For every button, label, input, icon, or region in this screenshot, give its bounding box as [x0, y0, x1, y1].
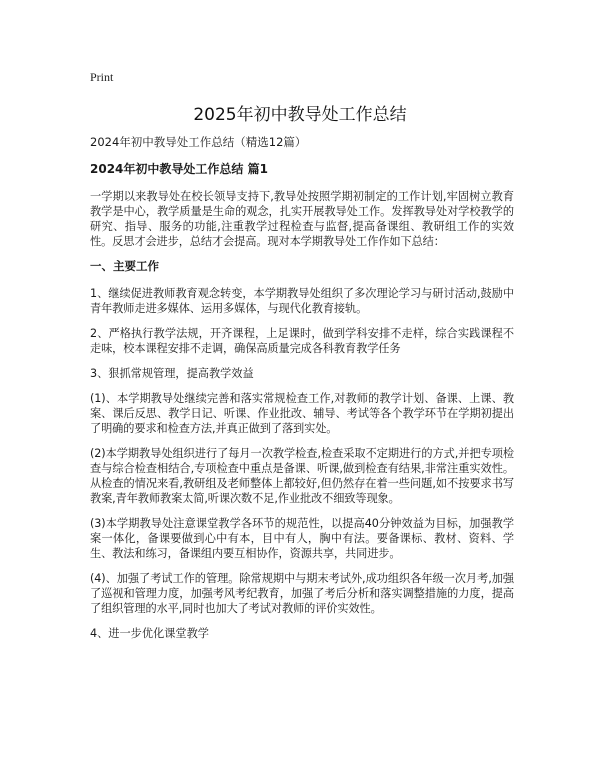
main-work-heading: 一、主要工作: [90, 259, 159, 273]
sub-item-2: (2)本学期教导处组织进行了每月一次教学检查,检查采取不定期进行的方式,并把专项检查与综合检查相结合,专项检查中重点是备课、听课,做到检查有结果,非常注重实效性。从检查的情况来看,教研组及老师整体上都较好,但仍然存在着一些问题,如不按要求书写教案,青年教师教案太简,听课次数不足,作业批改不细致等现象。: [90, 447, 514, 505]
document-title: 2025年初中教导处工作总结: [193, 105, 407, 125]
item-1: 1、继续促进教师教育观念转变，本学期教导处组织了多次理论学习与研讨活动,鼓励中青年教师走进多媒体、运用多媒体，与现代化教育接轨。: [90, 287, 514, 315]
section-title: 2024年初中教导处工作总结 篇1: [90, 162, 268, 176]
sub-item-4: (4)、加强了考试工作的管理。除常规期中与期末考试外,成功组织各年级一次月考,加强了巡视和管理力度，加强考风考纪教育，加强了考后分析和落实调整措施的力度，提高了组织管理的水平,同时也加大了考试对教师的评价实效性。: [90, 572, 514, 615]
document-body: [90, 135, 514, 651]
sub-item-3: (3)本学期教导处注意课堂教学各环节的规范性，以提高40分钟效益为目标，加强教学案一体化，备课要做到心中有本，目中有人，胸中有法。要备课标、教材、资料、学生、教法和练习，备课组内要互相协作，资源共享，共同进步。: [90, 517, 514, 560]
item-2: 2、严格执行教学法规，开齐课程，上足课时，做到学科安排不走样，综合实践课程不走味，校本课程安排不走调，确保高质量完成各科教育教学任务: [90, 327, 514, 355]
sub-item-1: (1)、本学期教导处继续完善和落实常规检查工作,对教师的教学计划、备课、上课、教案、课后反思、教学日记、听课、作业批改、辅导、考试等各个教学环节在学期初提出了明确的要求和检查方法,并真正做到了落到实处。: [90, 392, 514, 435]
intro-paragraph: 一学期以来教导处在校长领导支持下,教导处按照学期初制定的工作计划,牢固树立教育教学是中心，教学质量是生命的观念，扎实开展教导处工作。发挥教导处对学校教学的研究、指导、服务的功能,注重教学过程检查与监督,提高备课组、教研组工作的实效性。反思才会进步，总结才会提高。现对本学期教导处工作作如下总结：: [90, 190, 514, 248]
print-label[interactable]: Print: [90, 70, 114, 84]
item-4: 4、进一步优化课堂教学: [90, 627, 209, 640]
document-subtitle: 2024年初中教导处工作总结（精选12篇）: [90, 135, 307, 149]
item-3: 3、狠抓常规管理，提高教学效益: [90, 367, 254, 380]
